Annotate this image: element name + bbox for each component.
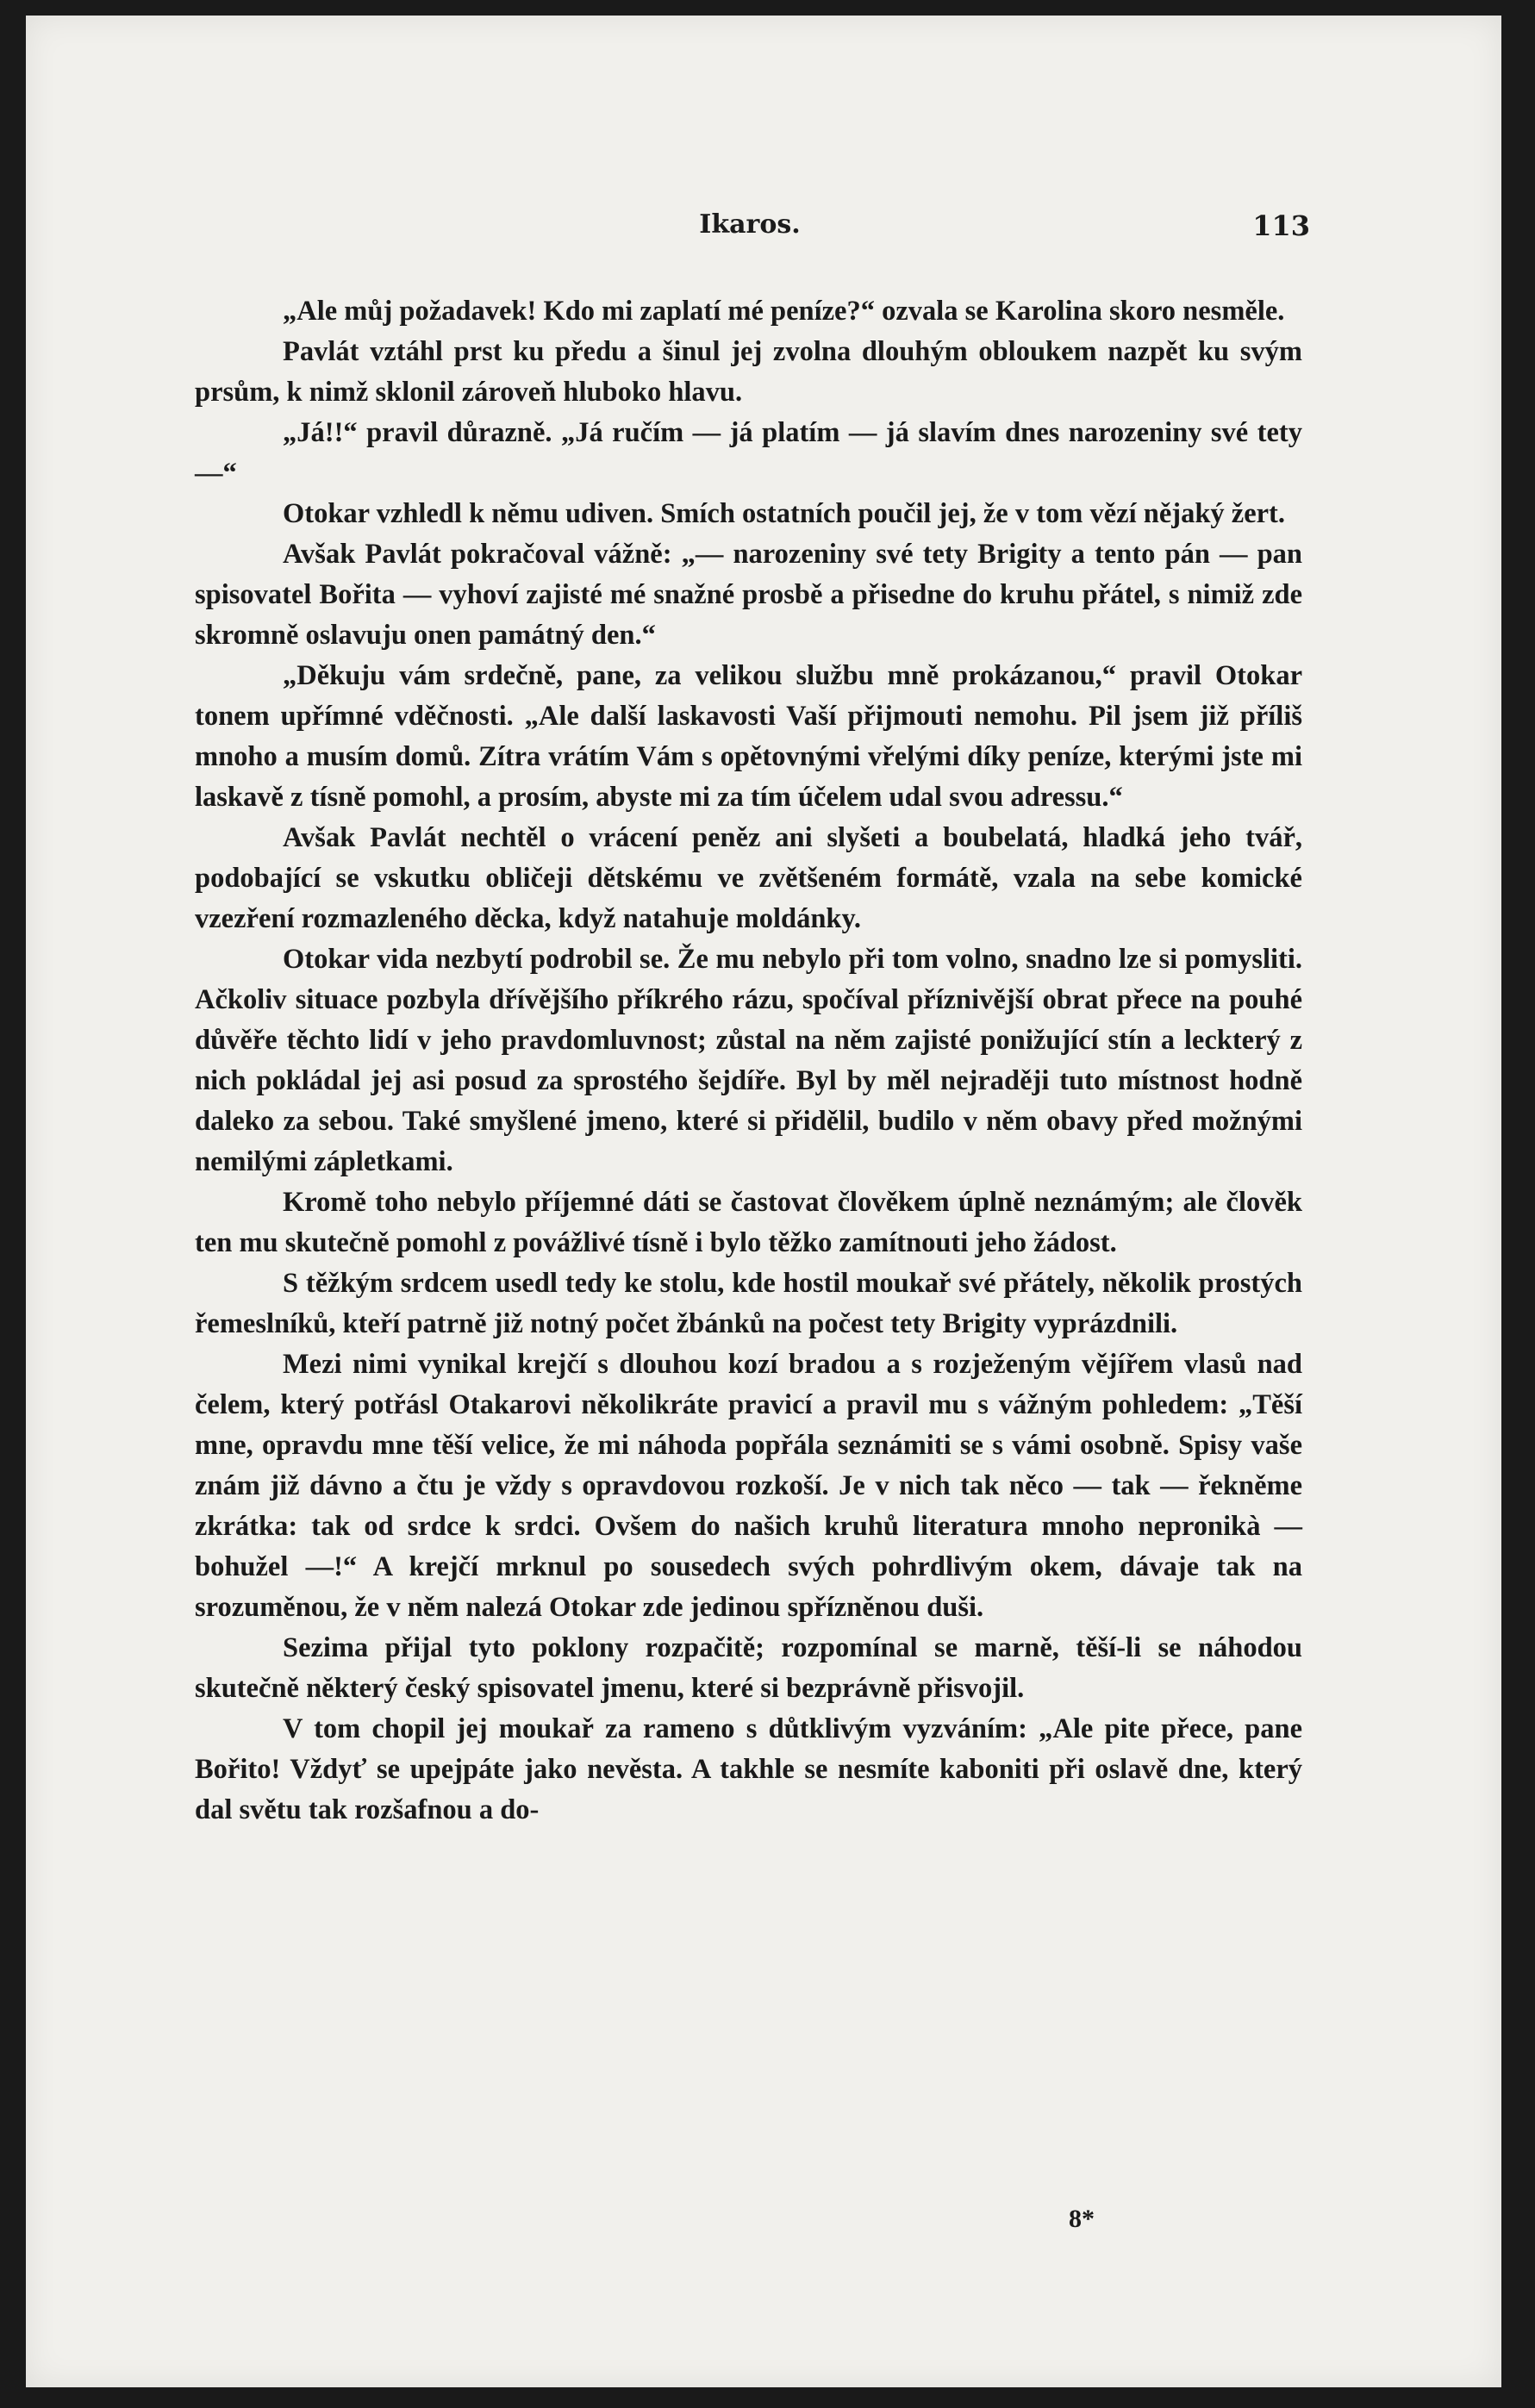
paragraph: Sezima přijal tyto poklony rozpačitě; rozpomínal se marně, těší-li se náhodou skutečně některý český spisovatel jmenu, které si bezprávně přisvojil.	[195, 1632, 1302, 1704]
page-number: 113	[1252, 209, 1310, 242]
paragraph: Otokar vzhledl k němu udiven. Smích ostatních poučil jej, že v tom vězí nějaký žert.	[283, 498, 1286, 529]
signature-mark: 8*	[1069, 2205, 1095, 2233]
book-page	[26, 16, 1501, 2387]
paragraph: Avšak Pavlát pokračoval vážně: „— narozeniny své tety Brigity a tento pán — pan spisovatel Bořita — vyhoví zajisté mé snažné prosbě a přisedne do kruhu přátel, s nimiž zde skromně oslavuju onen památný den.“	[195, 539, 1302, 651]
paragraph: „Ale můj požadavek! Kdo mi zaplatí mé peníze?“ ozvala se Karolina skoro nesměle.	[283, 296, 1285, 327]
paragraph: Pavlát vztáhl prst ku předu a šinul jej zvolna dlouhým obloukem nazpět ku svým prsům, k nimž sklonil zároveň hluboko hlavu.	[195, 336, 1302, 408]
paragraph: „Já!!“ pravil důrazně. „Já ručím — já platím — já slavím dnes narozeniny své tety —“	[195, 417, 1302, 489]
page-header	[190, 209, 1310, 253]
paragraph: „Děkuju vám srdečně, pane, za velikou službu mně prokázanou,“ pravil Otokar tonem upřímné vděčnosti. „Ale další laskavosti Vaší přijmouti nemohu. Pil jsem již příliš mnoho a musím domů. Zítra vrátím Vám s opětovnými vřelými díky peníze, kterými jste mi laskavě z tísně pomohl, a prosím, abyste mi za tím účelem udal svou adressu.“	[195, 660, 1302, 813]
paragraph: V tom chopil jej moukař za rameno s důtklivým vyzváním: „Ale pite přece, pane Bořito! Vždyť se upejpáte jako nevěsta. A takhle se nesmíte kaboniti při oslavě dne, který dal světu tak rozšafnou a do-	[195, 1713, 1302, 1825]
paragraph: Otokar vida nezbytí podrobil se. Že mu nebylo při tom volno, snadno lze si pomysliti. Ačkoliv situace pozbyla dřívějšího příkrého rázu, spočíval příznivější obrat přece na pouhé důvěře těchto lidí v jeho pravdomluvnost; zůstal na něm zajisté ponižující stín a leckterý z nich pokládal jej asi posud za sprostého šejdíře. Byl by měl nejraději tuto místnost hodně daleko za sebou. Také smyšlené jmeno, které si přidělil, budilo v něm obavy před možnými nemilými zápletkami.	[195, 944, 1302, 1177]
running-title: Ikaros.	[699, 209, 801, 240]
body-text	[195, 291, 1302, 1831]
paragraph: Kromě toho nebylo příjemné dáti se častovat člověkem úplně neznámým; ale člověk ten mu skutečně pomohl z povážlivé tísně i bylo těžko zamítnouti jeho žádost.	[195, 1187, 1302, 1258]
paragraph: S těžkým srdcem usedl tedy ke stolu, kde hostil moukař své přátely, několik prostých řemeslníků, kteří patrně již notný počet žbánků na počest tety Brigity vyprázdnili.	[195, 1268, 1302, 1339]
paragraph: Mezi nimi vynikal krejčí s dlouhou kozí bradou a s rozježeným vějířem vlasů nad čelem, který potřásl Otakarovi několikráte pravicí a pravil mu s vážným pohledem: „Těší mne, opravdu mne těší velice, že mi náhoda popřála seznámiti se s vámi osobně. Spisy vaše znám již dávno a čtu je vždy s opravdovou rozkoší. Je v nich tak něco — tak — řekněme zkrátka: tak od srdce k srdci. Ovšem do našich kruhů literatura mnoho nepronikà — bohužel —!“ A krejčí mrknul po sousedech svých pohrdlivým okem, dávaje tak na srozuměnou, že v něm nalezá Otokar zde jedinou spřízněnou duši.	[195, 1349, 1302, 1623]
paragraph: Avšak Pavlát nechtěl o vrácení peněz ani slyšeti a boubelatá, hladká jeho tvář, podobající se vskutku obličeji dětskému ve zvětšeném formátě, vzala na sebe komické vzezření rozmazleného děcka, když natahuje moldánky.	[195, 822, 1302, 934]
